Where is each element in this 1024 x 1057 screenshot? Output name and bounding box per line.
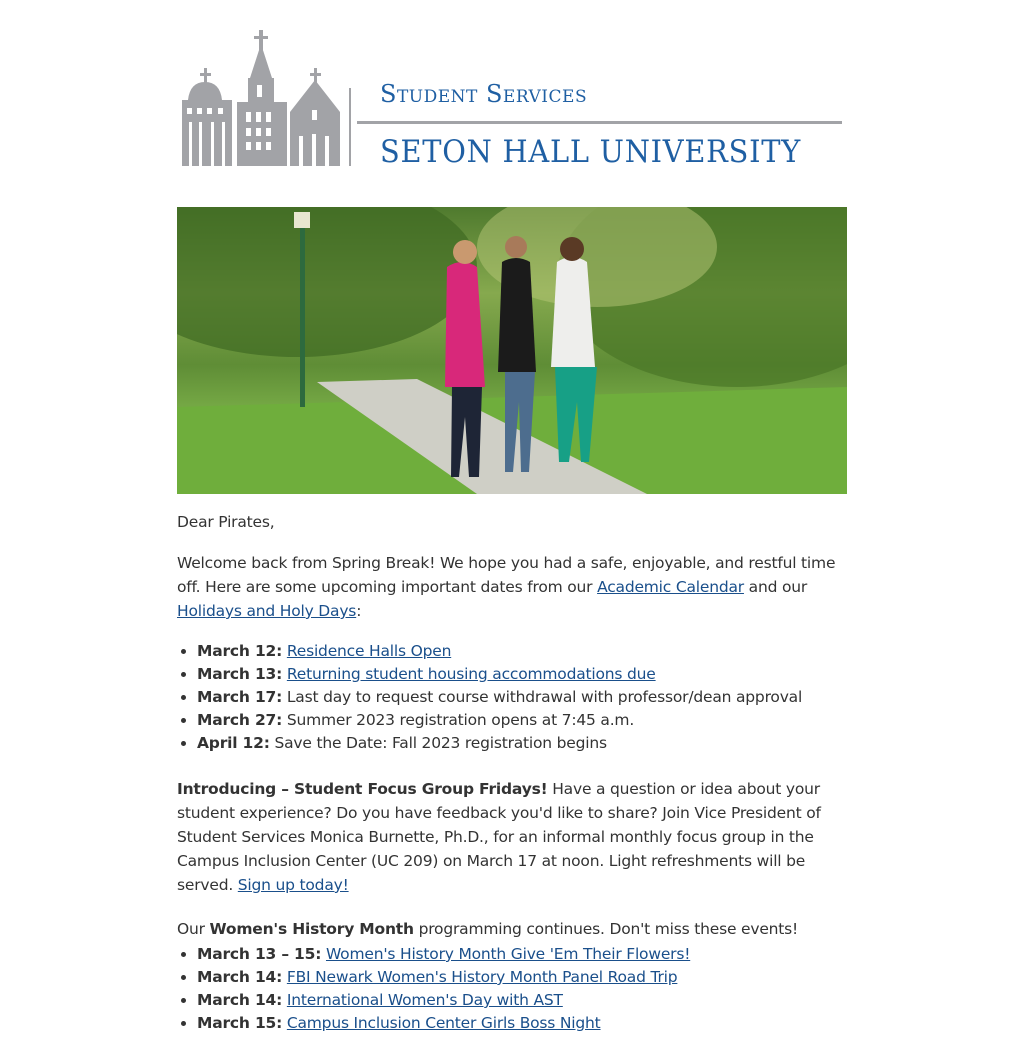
event-link[interactable]: Campus Inclusion Center Girls Boss Night [286, 1014, 601, 1032]
event-item: • March 14: FBI Newark Women's History Month Panel Road Trip [197, 966, 857, 989]
intro-paragraph: Welcome back from Spring Break! We hope you had a safe, enjoyable, and restful time off. Here are some upcoming important dates from our Academic Calendar and our Holidays and Holy Days: [177, 554, 836, 620]
email-content [177, 510, 857, 1057]
hero-photo-students-walking [177, 207, 847, 494]
event-link[interactable]: International Women's Day with AST [286, 991, 563, 1009]
logo-university-name: SETON HALL UNIVERSITY [380, 134, 801, 170]
housing-accommodations-link[interactable]: Returning student housing accommodations due [286, 665, 656, 683]
event-item: • March 15: Campus Inclusion Center Girls Boss Night [197, 1012, 857, 1035]
student-services-logo [182, 30, 847, 170]
date-item: • April 12: Save the Date: Fall 2023 registration begins [197, 732, 857, 755]
logo-student-services: Student Services [380, 80, 588, 108]
date-item: • March 17: Last day to request course withdrawal with professor/dean approval [197, 686, 857, 709]
event-link[interactable]: FBI Newark Women's History Month Panel Road Trip [286, 968, 678, 986]
important-dates-list [177, 640, 857, 755]
church-skyline-icon [182, 30, 352, 170]
whm-paragraph: Our Women's History Month programming continues. Don't miss these events! [177, 920, 799, 938]
sign-up-link[interactable]: Sign up today! [237, 876, 349, 894]
event-item: • March 13 – 15: Women's History Month Give 'Em Their Flowers! [197, 943, 857, 966]
residence-halls-link[interactable]: Residence Halls Open [286, 642, 452, 660]
date-item: • March 13: Returning student housing accommodations due [197, 663, 857, 686]
event-item: • March 14: International Women's Day with AST [197, 989, 857, 1012]
holidays-link[interactable]: Holidays and Holy Days [177, 602, 357, 620]
focus-group-paragraph: Introducing – Student Focus Group Fridays! Have a question or idea about your student experience? Do you have feedback you'd like to share? Join Vice President of Student Services Monica Burnette, Ph.D., for an informal monthly focus group in the Campus Inclusion Center (UC 209) on March 17 at noon. Light refreshments will be served. Sign up today! [177, 780, 821, 894]
date-item: • March 12: Residence Halls Open [197, 640, 857, 663]
logo-divider [357, 121, 842, 124]
date-item: • March 27: Summer 2023 registration opens at 7:45 a.m. [197, 709, 857, 732]
academic-calendar-link[interactable]: Academic Calendar [597, 578, 744, 596]
greeting: Dear Pirates, [177, 513, 275, 531]
event-link[interactable]: Women's History Month Give 'Em Their Flowers! [325, 945, 691, 963]
events-list [177, 943, 857, 1035]
